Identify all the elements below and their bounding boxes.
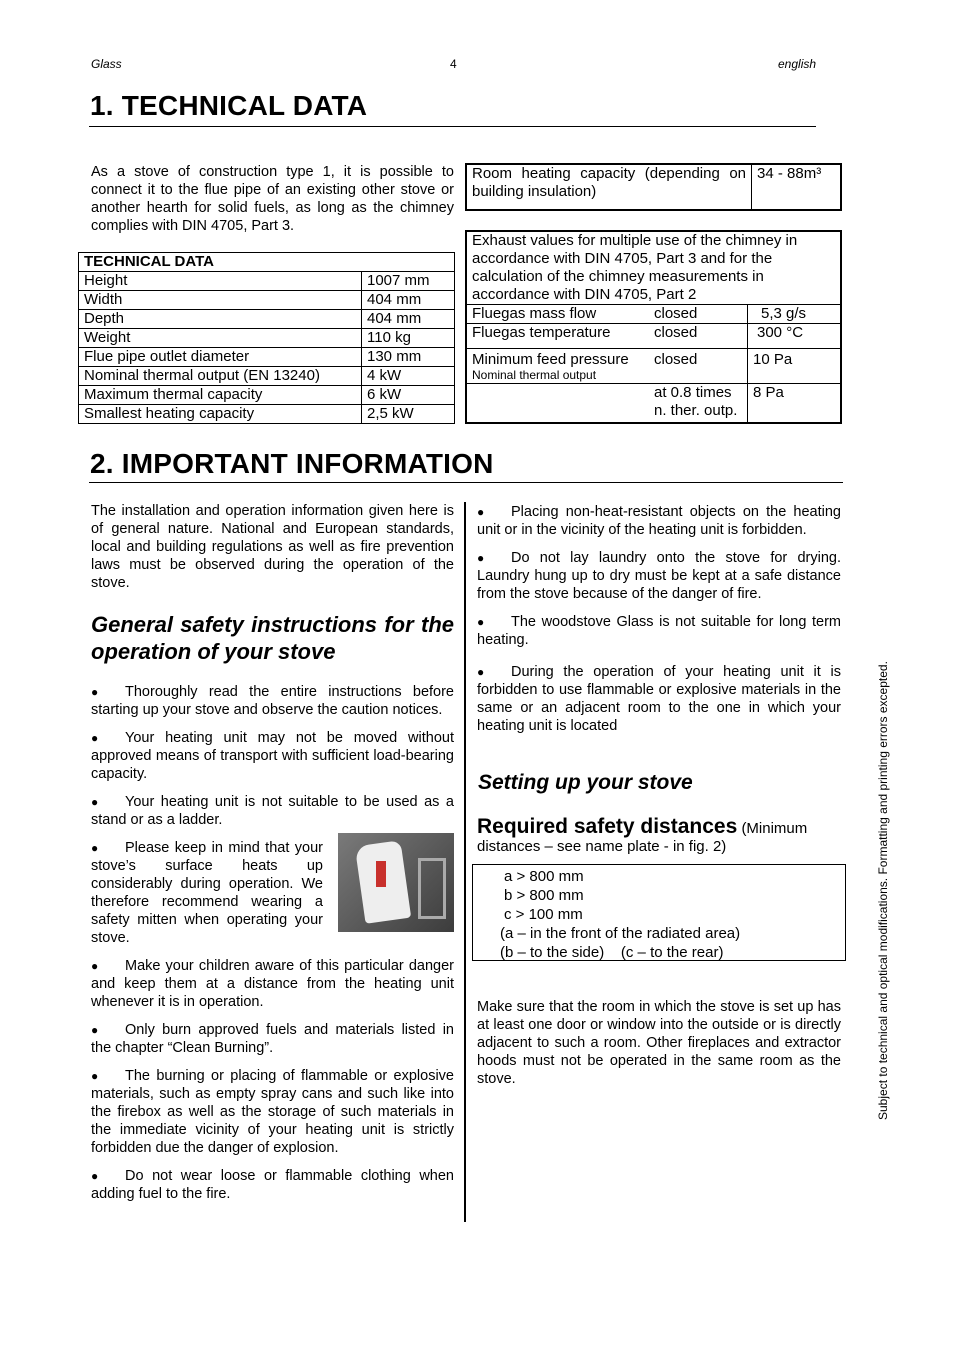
- room-heating-label: Room heating capacity (depending on building insulation): [466, 164, 752, 210]
- left-bullet-list: [91, 683, 454, 1213]
- list-item: ● Do not lay laundry onto the stove for drying. Laundry hung up to dry must be kept at a safe distance from the stove because of the danger of fire.: [477, 550, 841, 602]
- bullet-icon: ●: [91, 1069, 99, 1083]
- intro-paragraph: As a stove of construction type 1, it is possible to connect it to the flue pipe of an existing other stove or another hearth for solid fuels, as long as the chimney complies with DIN 4705, Part 3.: [91, 164, 454, 234]
- safety-heading: General safety instructions for the operation of your stove: [91, 612, 454, 664]
- tech-table-heading: TECHNICAL DATA: [79, 253, 455, 272]
- table-row: [466, 384, 841, 424]
- distance-bc-note: (b – to the side) (c – to the rear): [500, 944, 724, 961]
- column-divider: [464, 502, 466, 1222]
- table-row: [79, 405, 455, 424]
- tech-label: Weight: [79, 329, 362, 348]
- tech-label: Flue pipe outlet diameter: [79, 348, 362, 367]
- table-row: [466, 305, 841, 324]
- room-heating-table: [465, 163, 842, 211]
- bullet-icon: ●: [91, 795, 99, 809]
- setup-heading: Setting up your stove: [478, 771, 693, 794]
- tech-value: 6 kW: [362, 386, 455, 405]
- bullet-icon: ●: [91, 1169, 99, 1183]
- tech-label: Depth: [79, 310, 362, 329]
- tech-label: Maximum thermal capacity: [79, 386, 362, 405]
- bullet-icon: ●: [477, 505, 485, 519]
- table-row: [79, 329, 455, 348]
- table-row: [79, 291, 455, 310]
- list-item: ● Please keep in mind that your stove’s surface heats up considerably during operation. We therefore recommend wearing a safety mitten when operating your stove.: [91, 839, 454, 947]
- bullet-icon: ●: [477, 551, 485, 565]
- table-row: [79, 348, 455, 367]
- distances-heading: Required safety distances: [477, 815, 738, 838]
- list-item: ● Do not wear loose or flammable clothing when adding fuel to the fire.: [91, 1168, 454, 1202]
- list-item: ● Thoroughly read the entire instructions before starting up your stove and observe the caution notices.: [91, 684, 454, 718]
- exhaust-heading: Exhaust values for multiple use of the chimney in accordance with DIN 4705, Part 3 and for the calculation of the chimney measurements in accordance with DIN 4705, Part 2: [466, 231, 841, 305]
- list-item: ● Your heating unit may not be moved without approved means of transport with sufficient load-bearing capacity.: [91, 730, 454, 782]
- exhaust-values-table: [465, 230, 842, 424]
- list-item: ● Only burn approved fuels and materials listed in the chapter “Clean Burning”.: [91, 1022, 454, 1056]
- tech-value: 2,5 kW: [362, 405, 455, 424]
- safety-mitten-photo: [338, 833, 454, 932]
- section2-intro: The installation and operation information given here is of general nature. National and European standards, local and building regulations as well as fire prevention laws must be observed during the operation of the stove.: [91, 503, 454, 591]
- stove-handle: [418, 858, 446, 919]
- bullet-icon: ●: [91, 731, 99, 745]
- exhaust-condition: closed: [649, 305, 748, 324]
- tech-value: 110 kg: [362, 329, 455, 348]
- tech-label: Width: [79, 291, 362, 310]
- distance-c: c > 100 mm: [504, 906, 583, 923]
- section1-title: 1. TECHNICAL DATA: [90, 90, 368, 121]
- title-rule: [89, 126, 816, 127]
- room-heating-value: 34 - 88m³: [752, 164, 842, 210]
- tech-label: Nominal thermal output (EN 13240): [79, 367, 362, 386]
- header-right: english: [778, 57, 817, 71]
- bullet-icon: ●: [91, 1023, 99, 1037]
- exhaust-value: 5,3 g/s: [748, 305, 842, 324]
- distance-a: a > 800 mm: [504, 868, 584, 885]
- distance-b: b > 800 mm: [504, 887, 584, 904]
- table-row: [79, 386, 455, 405]
- bullet-icon: ●: [477, 615, 485, 629]
- exhaust-value: 8 Pa: [748, 384, 842, 424]
- exhaust-label: Fluegas mass flow: [466, 305, 649, 324]
- table-row: [79, 367, 455, 386]
- exhaust-condition: at 0.8 times n. ther. outp.: [649, 384, 748, 424]
- tech-value: 404 mm: [362, 291, 455, 310]
- tech-value: 130 mm: [362, 348, 455, 367]
- distances-box: [472, 864, 846, 961]
- table-row: [79, 310, 455, 329]
- list-item: ● The woodstove Glass is not suitable for long term heating.: [477, 614, 841, 648]
- distances-block: [477, 815, 843, 856]
- exhaust-sublabel: Nominal thermal output: [472, 368, 597, 382]
- list-item: ● Make your children aware of this particular danger and keep them at a distance from the heating unit whenever it is in operation.: [91, 958, 454, 1010]
- exhaust-condition: closed: [649, 349, 748, 384]
- exhaust-label: [466, 384, 649, 424]
- tech-label: Height: [79, 272, 362, 291]
- table-row: [466, 349, 841, 384]
- exhaust-label: Fluegas temperature: [466, 324, 649, 349]
- distance-a-note: (a – in the front of the radiated area): [500, 925, 741, 942]
- side-note: Subject to technical and optical modifications. Formatting and printing errors excepted.: [876, 661, 890, 1120]
- title-rule: [89, 482, 843, 483]
- tech-value: 404 mm: [362, 310, 455, 329]
- room-note: Make sure that the room in which the stove is set up has at least one door or window into the outside or is directly adjacent to such a room. Other fireplaces and extractor hoods must not be operated in the same room as the stove.: [477, 999, 841, 1087]
- tech-value: 4 kW: [362, 367, 455, 386]
- bullet-icon: ●: [477, 665, 485, 679]
- list-item: ● The burning or placing of flammable or explosive materials, such as empty spray cans and such like into the firebox as well as the storage of such materials in the immediate vicinity of your heating unit is strictly forbidden due the danger of explosion.: [91, 1068, 454, 1156]
- list-item: ● Placing non-heat-resistant objects on the heating unit or in the vicinity of the heating unit is forbidden.: [477, 504, 841, 538]
- exhaust-label: Minimum feed pressure: [472, 351, 629, 368]
- exhaust-condition: closed: [649, 324, 748, 349]
- bullet-icon: ●: [91, 841, 99, 855]
- section2-title: 2. IMPORTANT INFORMATION: [90, 448, 494, 479]
- exhaust-value: 300 °C: [748, 324, 842, 349]
- page-number: 4: [450, 57, 457, 71]
- header-left: Glass: [91, 57, 122, 71]
- bullet-icon: ●: [91, 959, 99, 973]
- list-item: ● Your heating unit is not suitable to be used as a stand or as a ladder.: [91, 794, 454, 828]
- bullet-icon: ●: [91, 685, 99, 699]
- technical-data-table: [78, 252, 455, 424]
- table-row: [466, 324, 841, 349]
- mitten-label: [376, 861, 386, 887]
- tech-label: Smallest heating capacity: [79, 405, 362, 424]
- exhaust-value: 10 Pa: [748, 349, 842, 384]
- table-row: [79, 272, 455, 291]
- distances-note: (Minimum distances – see name plate - in fig. 2): [477, 820, 808, 855]
- right-bullet-list: [477, 503, 841, 745]
- list-item: ● During the operation of your heating unit it is forbidden to use flammable or explosive materials in the same or an adjacent room to the one in which your heating unit is located: [477, 664, 841, 734]
- tech-value: 1007 mm: [362, 272, 455, 291]
